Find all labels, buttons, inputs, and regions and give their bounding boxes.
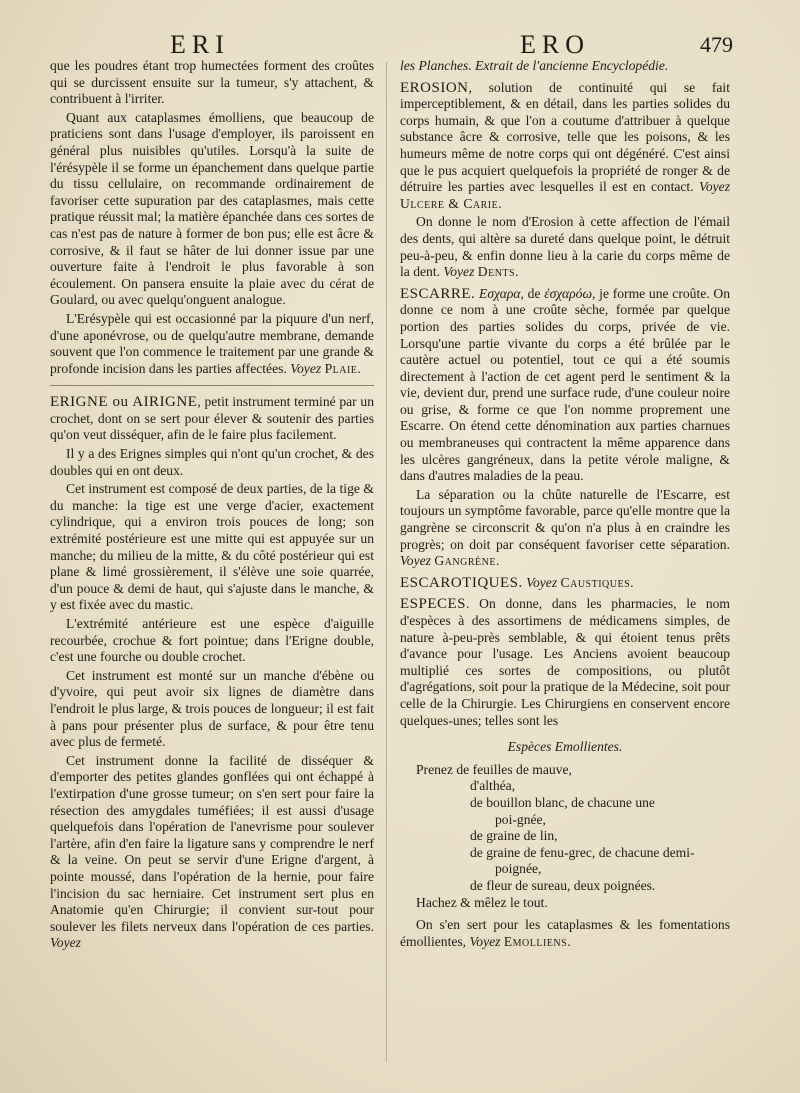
left-column [50, 58, 374, 954]
greek-word: ἐσχαρόω [544, 285, 593, 301]
paragraph [400, 487, 730, 570]
cross-reference: Ulcere & Carie. [400, 195, 503, 211]
cross-reference: Emolliens. [503, 933, 572, 949]
paragraph [50, 753, 374, 952]
paragraph: Il y a des Erignes simples qui n'ont qu'un crochet, & des doubles qui en ont deux. [50, 446, 374, 478]
right-column [400, 58, 730, 952]
cross-reference: Gangrène. [434, 553, 500, 569]
recipe-line: de graine de lin, [470, 828, 558, 844]
paragraph: Quant aux cataplasmes émolliens, que beaucoup de praticiens sont dans l'usage d'employer, ils paroissent en général plus nuisibles qu'utiles. Lorsqu'à la suite de l'érésypèle il se forme un épanchement dans quelque partie du tissu cellulaire, on recommande ordinairement de favoriser cette supuration par des cataplasmes, mais cette pratique réussit mal; la matière épanchée dans ces sortes de cas n'est pas de nature à former de bon pus; elle est âcre & corrosive, & il faut se hâter de lui donner issue par une ouverture faite à l'endroit le plus favorable à son écoulement. On pansera ensuite la plaie avec du cérat de Goulard, ou avec quelqu'onguent analogue. [50, 109, 374, 308]
recipe-line: de bouillon blanc, de chacune une [470, 794, 655, 810]
voyez-label: Voyez [526, 574, 558, 590]
entry-text: , de [520, 285, 541, 301]
header-left: ERI [170, 30, 230, 59]
recipe-line: poi-gnée, [495, 811, 546, 827]
paragraph: L'extrémité antérieure est une espèce d'aiguille recourbée, crochue & fort pointue; dans l'Erigne double, c'est une fourche ou double crochet. [50, 616, 374, 665]
greek-word: Εσχαρα [479, 285, 521, 301]
entry-text: , solution de continuité qui se fait imperceptiblement, & en détail, dans les parties solides du corps humain, & que l'on a coutume d'attribuer à quelque substance âcre & corrosive, telle que les poisons, & les humeurs même de notre corps qui ont dégénéré. C'est ainsi que le pus acquiert quelquefois la propriété de ronger & de détruire les parties avec lesquelles il est en contact. [400, 79, 730, 195]
paragraph-text: La séparation ou la chûte naturelle de l'Escarre, est toujours un symptôme favorable, parce qu'elle montre que la gangrène se circonscrit & qu'on n'a plus à en craindre les progrès; on doit par conséquent favoriser cette séparation. [400, 486, 730, 552]
entry-escarotiques [400, 575, 730, 592]
headword: ESCAROTIQUES. [400, 574, 523, 591]
voyez-label: Voyez [469, 933, 501, 949]
recipe [400, 762, 730, 911]
cross-reference: Caustiques. [560, 574, 635, 590]
cross-reference: Dents. [477, 264, 519, 280]
recipe-line: Prenez de feuilles de mauve, [416, 761, 572, 777]
paragraph-text: On s'en sert pour les cataplasmes & les fomentations émollientes, [400, 917, 730, 949]
paragraph: Cet instrument est composé de deux parties, de la tige & du manche: la tige est une verge d'acier, exactement cylindrique, qui a environ trois pouces de long; son extrémité postérieure est une mitte qui est appuyée sur un manche; du milieu de la mitte, & du côté postérieur qui est plane & limé grossièrement, il s'élève une soie quarrée, d'un pouce & demi de haut, qui s'ajuste dans le manche, & y est fixée avec du mastic. [50, 481, 374, 613]
recipe-line: d'althéa, [470, 778, 516, 794]
headword: ESCARRE. [400, 285, 476, 302]
entry-text: . On donne, dans les pharmacies, le nom d'espèces à des assortimens de médicamens simples, de nature à-peu-près semblable, & qui étoient tenus prêts d'avance pour l'usage. Les Anciens avoient beaucoup multiplié ces sortes de compositions, ou plutôt d'agrégations, soit pour la pratique de la Médecine, soit pour celle de la Chirurgie. Les Chirurgiens en conservent encore quelques-unes; telles sont les [400, 596, 730, 728]
entry-erosion [400, 80, 730, 213]
page-number: 479 [700, 32, 733, 57]
entry-escarre [400, 286, 730, 485]
paragraph-text: L'Erésypèle qui est occasionné par la piquure d'un nerf, d'une aponévrose, ou de quelqu'autre membrane, demande souvent que l'on commence le traitement par une grande & profonde incision dans les parties affectées. [50, 310, 374, 376]
voyez-label: Voyez [443, 264, 475, 280]
entry-text: , je forme une croûte. On donne ce nom à une croûte sèche, formée par quelque portion des parties solides du corps, privée de vie. Lorsqu'une partie vivante du corps a été brûlée par le cautère actuel ou potentiel, tout ce qui a été soumis directement à l'action de cet agent perd le sentiment & la vie, devient dur, prend une surface rude, d'une couleur noire ou grise, & forme ce que l'on nomme proprement une Escarre. On étend cette dénomination aux parties charnues ou membraneuses qui contractent la même apparence dans les ulcères gangréneux, dans la petite vérole maligne, & dans d'autres maladies de la peau. [400, 285, 730, 484]
paragraph [400, 917, 730, 950]
section-rule [50, 385, 374, 386]
recipe-line: poignée, [495, 861, 542, 877]
continuation-line: les Planches. Extrait de l'ancienne Encyclopédie. [400, 58, 669, 73]
paragraph-text: Cet instrument donne la facilité de disséquer & d'emporter des petites glandes gonflées qui ont échappé à l'extirpation d'une grosse tumeur; on s'en sert pour faire la résection des amygdales tuméfiées; il est aussi d'usage quelquefois dans l'opération de l'anevrisme pour soulever l'artère, afin d'en faire la ligature sans y comprendre le nerf & la veine. On peut se servir d'une Erigne d'argent, à pointe moussé, dans l'opération de la hernie, pour faire l'incision du sac herniaire. Cet instrument sert plus en Anatomie qu'en Chirurgie; il convient sur-tout pour soulever les filets nerveux dans l'opération de ces parties. [50, 752, 374, 934]
cross-reference: Plaie. [324, 360, 362, 376]
paragraph-text: On donne le nom d'Erosion à cette affection de l'émail des dents, qui altère sa dureté dans quelque point, le détruit peu-à-peu, & enfin donne lieu à la carie du corps même de la dent. [400, 214, 730, 280]
recipe-line: de fleur de sureau, deux poignées. [470, 877, 656, 893]
voyez-label: Voyez [400, 553, 431, 569]
column-divider [386, 62, 387, 1062]
voyez-label: Voyez [50, 935, 81, 951]
recipe-subheading: Espèces Emollientes. [507, 739, 623, 755]
recipe-line: Hachez & mêlez le tout. [416, 894, 548, 910]
paragraph [50, 311, 374, 377]
headword: ERIGNE ou AIRIGNE [50, 394, 198, 411]
entry-especes [400, 596, 730, 729]
voyez-label: Voyez [699, 179, 730, 195]
paragraph [400, 214, 730, 280]
paragraph: Cet instrument est monté sur un manche d'ébène ou d'yvoire, qui peut avoir six lignes de diamètre dans l'endroit le plus large, & trois pouces de longueur; il est fait à pans pour présenter plus de surface, & pour être tenu avec plus de fermeté. [50, 667, 374, 750]
voyez-label: Voyez [290, 360, 322, 376]
entry-text: , petit instrument terminé par un crochet, dont on se sert pour élever & soutenir des parties qu'on veut disséquer, afin de le faire plus facilement. [50, 394, 374, 443]
recipe-line: de graine de fenu-grec, de chacune demi- [470, 844, 695, 860]
headword: ESPECES [400, 596, 467, 613]
header-middle: ERO [520, 30, 590, 59]
entry-erigne [50, 394, 374, 444]
paragraph: que les poudres étant trop humectées forment des croûtes qui se durcissent ensuite sur la tumeur, s'y attachent, & contribuent à l'irriter. [50, 58, 374, 107]
headword: EROSION [400, 79, 469, 96]
